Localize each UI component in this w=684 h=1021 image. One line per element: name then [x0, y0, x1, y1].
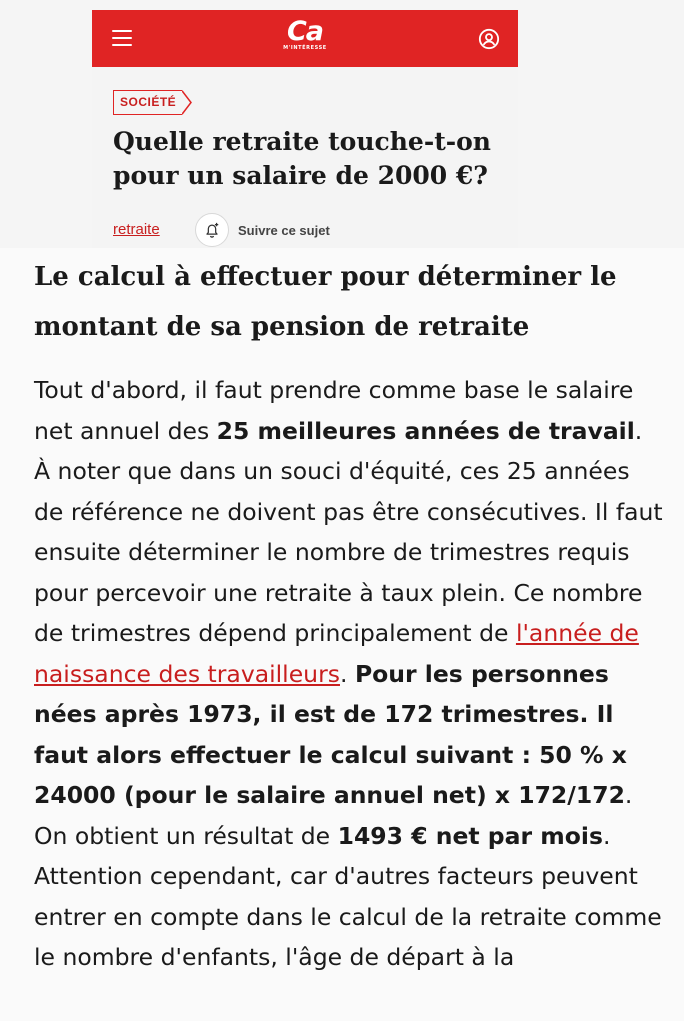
- tag-arrow-icon: [182, 90, 192, 115]
- topic-link[interactable]: retraite: [113, 221, 160, 238]
- article-paragraph: [34, 370, 664, 978]
- text-run: . Attention cependant, car d'autres facteurs peuvent entrer en compte dans le calcul de la retraite comme le nombre d'enfants, l'âge de départ à la: [34, 821, 662, 971]
- birth-year-link[interactable]: l'année de naissance des travailleurs: [34, 619, 639, 688]
- embedded-article-screenshot: [92, 10, 518, 248]
- site-logo[interactable]: [283, 16, 327, 51]
- text-run: . À noter que dans un souci d'équité, ces 25 années de référence ne doivent pas être consécutives. Il faut ensuite déterminer le nombre de trimestres requis pour percevoir une retraite à taux plein. Ce nombre de trimestres dépend principalement de: [34, 416, 663, 647]
- hamburger-icon[interactable]: [112, 30, 132, 46]
- article-body: [0, 248, 684, 1021]
- follow-topic-button[interactable]: [195, 213, 330, 247]
- section-heading: Le calcul à effectuer pour déterminer le montant de sa pension de retraite: [34, 262, 617, 342]
- app-header: [92, 10, 518, 67]
- article-title: Quelle retraite touche-t-on pour un salaire de 2000 €?: [113, 127, 491, 190]
- category-tag[interactable]: [113, 89, 192, 115]
- category-label: SOCIÉTÉ: [113, 90, 182, 115]
- text-run: Tout d'abord, il faut prendre comme base le salaire net annuel des: [34, 376, 634, 445]
- bell-plus-icon: [195, 213, 229, 247]
- text-run: .: [339, 659, 355, 688]
- logo-subtitle: M'INTÉRESSE: [283, 45, 327, 51]
- bold-text: Pour les personnes nées après 1973, il est de 172 trimestres. Il faut alors effectuer le calcul suivant : 50 % x 24000 (pour le salaire annuel net) x 172/172: [34, 659, 627, 809]
- logo-mark: Ca: [286, 16, 324, 47]
- user-icon[interactable]: [478, 28, 500, 50]
- text-run: . On obtient un résultat de: [34, 781, 633, 850]
- bold-text: 1493 € net par mois: [337, 821, 603, 850]
- follow-label: Suivre ce sujet: [238, 222, 330, 238]
- bold-text: 25 meilleures années de travail: [216, 416, 635, 445]
